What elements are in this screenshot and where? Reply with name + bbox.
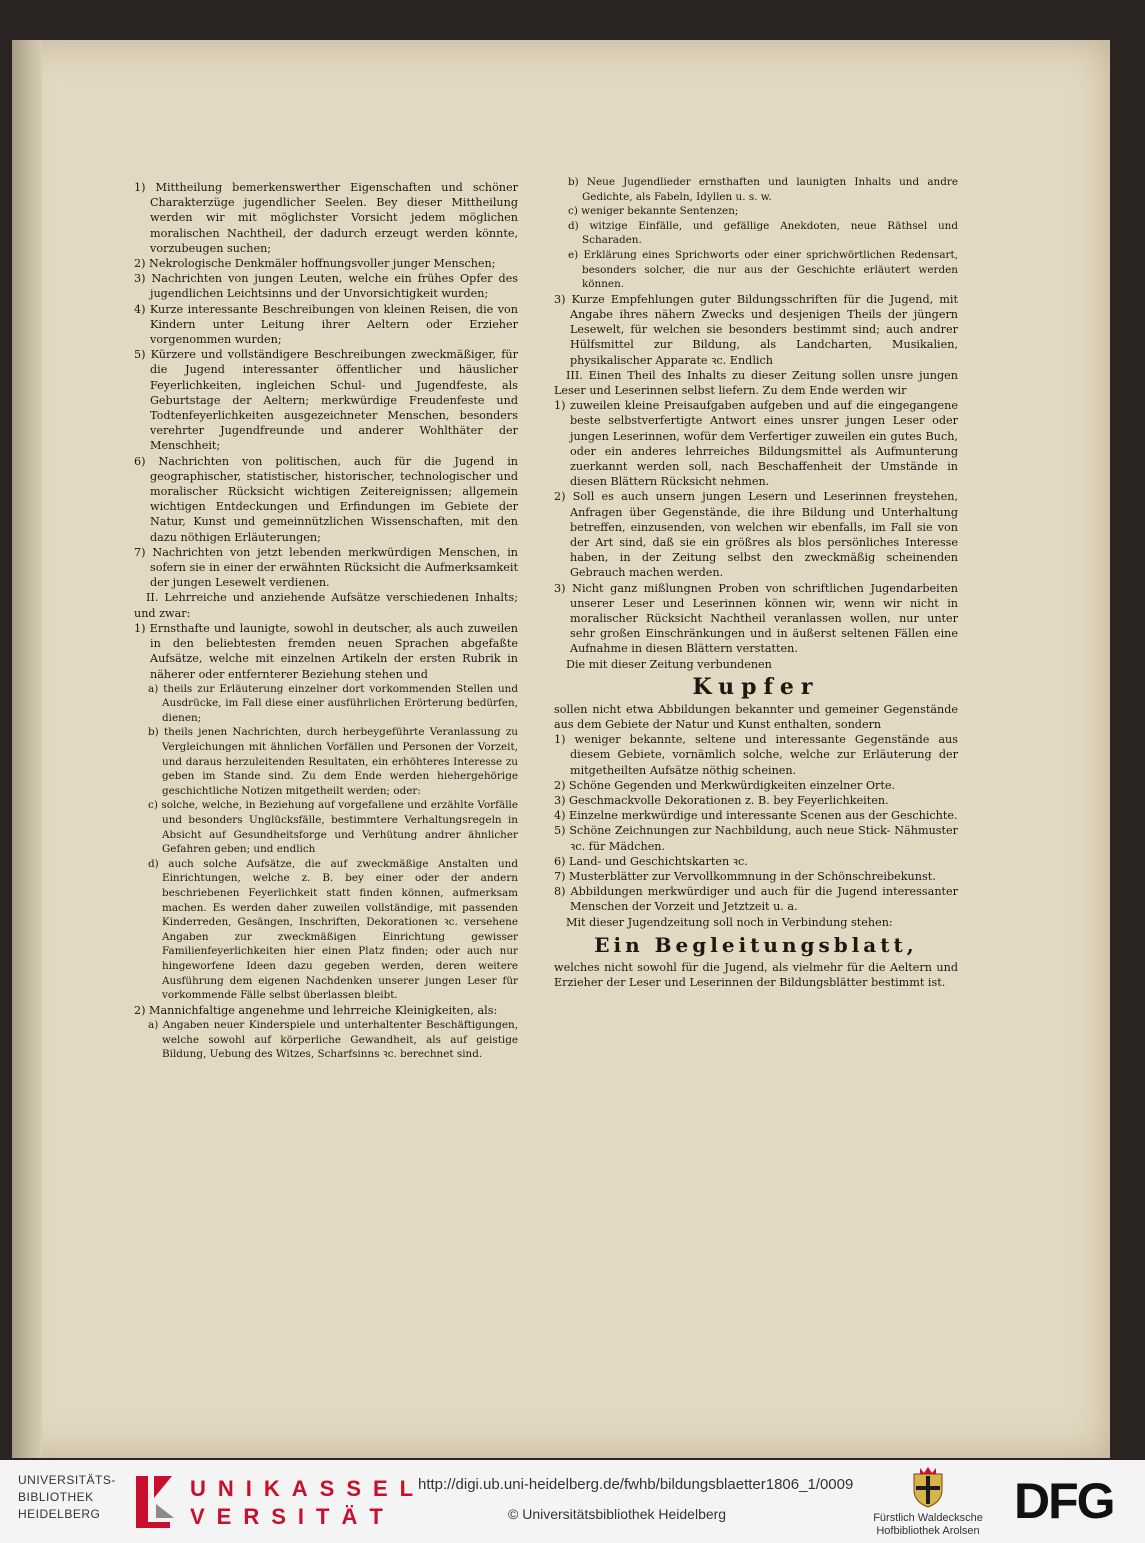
text-paragraph: 4) Einzelne merkwürdige und interessante Scenen aus der Geschichte. <box>554 809 958 823</box>
crest-icon <box>910 1466 946 1508</box>
text-paragraph: b) Neue Jugendlieder ernsthaften und launigten Inhalts und andre Gedichte, als Fabeln, Idyllen u. s. w. <box>568 176 958 203</box>
text-paragraph: Mit dieser Jugendzeitung soll noch in Verbindung stehen: <box>566 915 893 929</box>
viewer-footer <box>0 1460 1145 1543</box>
kassel-logo-text: VERSITÄT <box>190 1504 395 1529</box>
text-paragraph: 3) Nachrichten von jungen Leuten, welche ein frühes Opfer des jugendlichen Leichtsinns und der Unvorsichtigkeit wurden; <box>134 272 518 301</box>
arolsen-line: Hofbibliothek Arolsen <box>876 1525 980 1537</box>
text-paragraph: 8) Abbildungen merkwürdiger und auch für die Jugend interessanter Menschen der Vorzeit und Jetztzeit u. a. <box>554 885 958 914</box>
copyright-notice: © Universitätsbibliothek Heidelberg <box>508 1506 727 1522</box>
text-paragraph: 2) Mannichfaltige angenehme und lehrreiche Kleinigkeiten, als: <box>134 1003 498 1017</box>
arolsen-library-logo[interactable] <box>868 1466 988 1538</box>
text-paragraph: 6) Land- und Geschichtskarten ꝛc. <box>554 854 748 868</box>
ub-logo-line: UNIVERSITÄTS- <box>18 1473 116 1487</box>
text-paragraph: b) theils jenen Nachrichten, durch herbeygeführte Veranlassung zu Vergleichungen mit ähnlichen Vorfällen und Personen der Vorzeit, und daraus herzuleitenden Resultaten, ein erhöhteres Interesse zu geben im Stande sind. Zu dem Ende werden hiehergehörige geschichtliche Notizen mitgetheilt werden; oder: <box>148 726 518 797</box>
text-paragraph: 4) Kurze interessante Beschreibungen von kleinen Reisen, die von Kindern unter Leitung ihrer Aeltern oder Erzieher vorgenommen wurden; <box>134 302 518 347</box>
ub-logo-line: BIBLIOTHEK <box>18 1490 94 1504</box>
text-paragraph: 1) weniger bekannte, seltene und interessante Gegenstände aus diesem Gebiete, vornämlich solche, welche zur Erläuterung der mitgetheilten Aufsätze nöthig scheinen. <box>554 733 958 777</box>
dfg-logo[interactable]: DFG <box>1014 1473 1114 1529</box>
section-heading: Ein Begleitungsblatt, <box>594 932 918 957</box>
text-paragraph: 1) Ernsthafte und launigte, sowohl in deutscher, als auch zuweilen in den beliebtesten fremden neuen Sprachen abgefaßte Aufsätze, welche mit einzelnen Artikeln der ersten Rubrik in näherer oder entfernterer Beziehung stehen und <box>134 621 518 681</box>
permalink-url[interactable]: http://digi.ub.uni-heidelberg.de/fwhb/bildungsblaetter1806_1/0009 <box>418 1476 854 1493</box>
ub-heidelberg-logo[interactable] <box>18 1472 118 1523</box>
text-paragraph: a) Angaben neuer Kinderspiele und unterhaltenter Beschäftigungen, welche sowohl auf körperliche Gewandheit, als auf geistige Bildung, Uebung des Witzes, Scharfsinns ꝛc. berechnet sind. <box>148 1018 518 1061</box>
arolsen-line: Fürstlich Waldecksche <box>873 1512 983 1524</box>
binding-edge <box>12 40 42 1458</box>
text-paragraph: e) Erklärung eines Sprichworts oder einer sprichwörtlichen Redensart, besonders solcher, die nur aus der Geschichte erläutert werden können. <box>568 248 958 291</box>
text-paragraph: 5) Kürzere und vollständigere Beschreibungen zweckmäßiger, für die Jugend interessanter öffentlicher und häuslicher Feyerlichkeiten, ingleichen Schul- und Jugendfeste, als Geburtstage der Aeltern; merkwürdige Freudenfeste und Todtenfeyerlichkeiten ausgezeichneter Menschen, besonders verehrter Jugendfreunde und anderer Wohlthäter der Menschheit; <box>134 348 518 453</box>
text-paragraph: III. Einen Theil des Inhalts zu dieser Zeitung sollen unsre jungen Leser und Leserinnen selbst liefern. Zu dem Ende werden wir <box>554 368 958 397</box>
text-paragraph: c) weniger bekannte Sentenzen; <box>568 205 739 218</box>
text-paragraph: sollen nicht etwa Abbildungen bekannter und gemeiner Gegenstände aus dem Gebiete der Natur und Kunst enthalten, sondern <box>554 702 958 732</box>
text-paragraph: 5) Schöne Zeichnungen zur Nachbildung, auch neue Stick- Nähmuster ꝛc. für Mädchen. <box>554 824 958 853</box>
ub-logo-line: HEIDELBERG <box>18 1507 101 1521</box>
text-paragraph: d) witzige Einfälle, und gefällige Anekdoten, neue Räthsel und Scharaden. <box>568 219 958 247</box>
page-paper <box>12 40 1110 1458</box>
text-paragraph: 3) Geschmackvolle Dekorationen z. B. bey Feyerlichkeiten. <box>554 794 889 808</box>
text-paragraph: 2) Soll es auch unsern jungen Lesern und Leserinnen freystehen, Anfragen über Gegenstände, die ihre Bildung und Unterhaltung betreffen, einzusenden, von welchen wir ebenfalls, im Fall sie von der Art sind, daß sie ein größres als blos persönliches Interesse haben, in der Zeitung selbst den zweckmäßig scheinenden Gebrauch machen werden. <box>554 490 958 580</box>
text-paragraph: 1) zuweilen kleine Preisaufgaben aufgeben und auf die eingegangene beste selbstverfertigte Antwort eines unsrer jungen Leser oder jungen Leserinnen, wofür dem Verfertiger zuweilen ein gutes Buch, oder ein anderes lehrreiches Bildungsmittel als Aufmunterung zuerkannt werden soll, nach Beschaffenheit der Umstände in diesen Blättern Rücksicht nehmen. <box>554 399 958 489</box>
text-paragraph: 6) Nachrichten von politischen, auch für die Jugend in geographischer, statistischer, historischer, technologischer und moralischer Rücksicht wichtigen Zeitereignissen; allgemein wichtigen Entdeckungen und Erfindungen im Gebiete der Natur, Kunst und gemeinnützlichen Wissenschaften, mit den dazu nöthigen Erläuterungen; <box>134 454 518 544</box>
text-paragraph: 7) Musterblätter zur Vervollkommnung in der Schönschreibekunst. <box>554 870 936 884</box>
text-paragraph: II. Lehrreiche und anziehende Aufsätze verschiedenen Inhalts; und zwar: <box>134 591 518 620</box>
kassel-logo-text: UNIKASSEL <box>190 1476 426 1501</box>
text-paragraph: 3) Nicht ganz mißlungnen Proben von schriftlichen Jugendarbeiten unserer Leser und Leserinnen können wir, wenn wir nicht in moralischer Rücksicht Nachtheil veranlassen wollen, nur unter sehr großen Einschränkungen und in äußerst seltenen Fällen eine Aufnahme in diesen Blättern verstatten. <box>554 581 958 656</box>
text-paragraph: 3) Kurze Empfehlungen guter Bildungsschriften für die Jugend, mit Angabe ihres nähern Zwecks und desjenigen Theils der jüngern Lesewelt, für welchen sie besonders bestimmt sind; auch andrer Hülfsmittel zur Bildung, als Landcharten, Musikalien, physikalischer Apparate ꝛc. Endlich <box>554 292 958 367</box>
text-paragraph: a) theils zur Erläuterung einzelner dort vorkommenden Stellen und Ausdrücke, im Fall diese einer ausführlichen Erörterung bedürfen, dienen; <box>148 682 518 724</box>
right-text-column <box>554 175 958 990</box>
kassel-mark-icon <box>130 1472 178 1530</box>
text-paragraph: welches nicht sowohl für die Jugend, als vielmehr für die Aeltern und Erzieher der Leser und Leserinnen der Bildungsblätter bestimmt ist. <box>554 960 958 990</box>
text-paragraph: 1) Mittheilung bemerkenswerther Eigenschaften und schöner Charakterzüge jugendlicher Seelen. Bey dieser Mittheilung werden wir mit möglichster Vorsicht jedem möglichen moralischen Nachtheil, der dadurch erzeugt werden könnte, vorzubeugen suchen; <box>134 181 518 255</box>
uni-kassel-logo[interactable] <box>130 1470 426 1530</box>
left-text-column <box>134 180 518 1062</box>
text-paragraph: 2) Schöne Gegenden und Merkwürdigkeiten einzelner Orte. <box>554 778 896 792</box>
text-paragraph: 7) Nachrichten von jetzt lebenden merkwürdigen Menschen, in sofern sie in einer der erwähnten Rücksicht die Aufmerksamkeit der jungen Lesewelt verdienen. <box>134 545 518 590</box>
text-paragraph: Die mit dieser Zeitung verbundenen <box>566 657 772 671</box>
text-paragraph: d) auch solche Aufsätze, die auf zweckmäßige Anstalten und Einrichtungen, welche z. B. bey einer oder der andern beschriebenen Feyerlichkeit statt finden können, aufmerksam machen. Es werden daher zuweilen vollständige, mit passenden Kinderreden, Gesängen, Inschriften, Dekorationen ꝛc. versehene Angaben zur zweckmäßigen Einrichtung gewisser Familienfeyerlichkeiten hier einen Platz finden; oder auch nur hingeworfene Ideen dazu gegeben werden, deren weitere Ausführung dem eigenen Nachdenken unserer jungen Leser für vorkommende Fälle selbst überlassen bleibt. <box>148 857 518 1002</box>
text-paragraph: 2) Nekrologische Denkmäler hoffnungsvoller junger Menschen; <box>134 257 496 271</box>
text-paragraph: c) solche, welche, in Beziehung auf vorgefallene und erzählte Vorfälle und besonders Unglücksfälle, bestimmtere Verhaltungsregeln in Absicht auf Gesundheitsforge und Verhütung andrer ähnlicher Gefahren geben; und endlich <box>148 799 518 856</box>
section-heading: Kupfer <box>692 673 820 700</box>
